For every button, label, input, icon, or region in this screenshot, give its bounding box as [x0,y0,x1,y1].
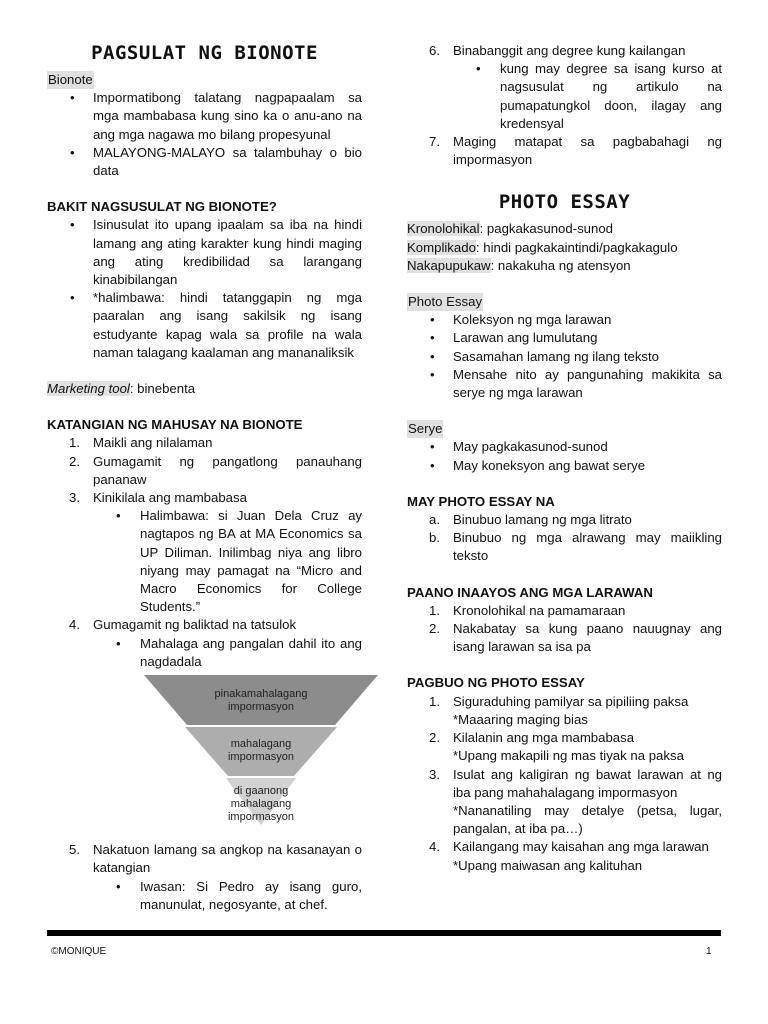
number-marker: 2. [69,453,80,469]
list-item: 2. Gumagamit ng pangatlong panauhang pananaw [69,453,362,487]
sub-list-item: • Iwasan: Si Pedro ay isang guro, manunulat, negosyante, at chef. [116,878,362,912]
bullet-marker: • [116,635,121,651]
number-marker: 4. [429,839,440,855]
list-item: 4. Kailangang may kaisahan ang mga larawan *Upang maiwasan ang kalituhan [429,839,709,873]
bionote-title: PAGSULAT NG BIONOTE [91,42,318,64]
number-marker: 1. [429,602,440,618]
list-item: • Koleksyon ng mga larawan [407,311,722,329]
bullet-marker: • [430,457,435,473]
definition-term: Kronolohikal [407,221,480,237]
bullet-marker: • [116,508,121,524]
item-note: *Maaaring maging bias [453,711,588,727]
list-item: • May pagkakasunod-sunod [407,438,722,456]
list-item: 1. Siguraduhing pamilyar sa pipiliing paksa *Maaaring maging bias [429,693,689,727]
list-item: 4. Gumagamit ng baliktad na tatsulok [47,616,362,634]
list-item: 3. Kinikilala ang mambabasa [47,489,362,507]
number-marker: 3. [429,766,440,782]
bullet-marker: • [430,348,435,364]
bullet-marker: • [70,217,75,233]
serye-label: Serye [407,420,443,438]
bullet-marker: • [70,290,75,306]
definition-line: Komplikado: hindi pagkakaintindi/pagkakagulo [407,239,678,255]
list-item: • MALAYONG-MALAYO sa talambuhay o bio data [70,144,362,179]
marketing-line [47,380,362,398]
list-item: 7. Maging matapat sa pagbabahagi ng impormasyon [429,134,722,168]
number-marker: 6. [429,43,440,58]
item-note: *Upang maiwasan ang kalituhan [453,857,643,873]
list-item: • Larawan ang lumulutang [407,329,722,347]
list-item: a. Binubuo lamang ng mga litrato [407,511,722,529]
photo-essay-title: PHOTO ESSAY [498,191,631,214]
bullet-marker: • [70,144,75,160]
definition-line: Nakapupukaw: nakakuha ng atensyon [407,257,631,273]
definition-line: Kronolohikal: pagkakasunod-sunod [407,221,614,237]
item-note: *Upang makapili ng mas tiyak na paksa [453,748,684,764]
bullet-marker: • [116,878,121,894]
list-item: • Sasamahan lamang ng ilang teksto [407,348,722,366]
list-item: 1. Maikli ang nilalaman [47,434,362,452]
list-item: 1. Kronolohikal na pamamaraan [407,602,722,620]
letter-marker: a. [429,512,440,528]
list-item: 5. Nakatuon lamang sa angkop na kasanayan o katangian [69,842,362,876]
pyramid-bottom-label: di gaanong mahalagang impormasyon [227,785,295,824]
list-item: • *halimbawa: hindi tatanggapin ng mga paaralan ang isang sakilsik ng isang estudyante kapag wala sa profile na wala naman talagang kaalaman ang mananaliksik [70,290,362,360]
photo-essay-label: Photo Essay [407,293,483,311]
item-note: *Nananatiling may detalye (petsa, lugar, pangalan, at iba pa…) [453,802,722,837]
bullet-marker: • [70,90,75,106]
list-item: • Impormatibong talatang nagpapaalam sa mga mambabasa kung sino ka o anu-ano na ang mga nagawa mo bilang propesyunal [70,90,362,142]
list-item: • Isinusulat ito upang ipaalam sa iba na hindi lamang ang ating karakter kung hindi maging ang ating kredibilidad sa larangang kinabibilangan [70,217,362,288]
inverted-pyramid [47,675,362,827]
number-marker: 2. [429,730,440,746]
number-marker: 7. [429,134,440,150]
sub-list-item: • Halimbawa: si Juan Dela Cruz ay nagtapos ng BA at MA Economics sa UP Diliman. Inilimbag niya ang libro niyang may pamagat na “Micro and Macro Economics for College Students.” [116,508,362,615]
right-column [407,42,722,875]
bionote-label: Bionote [47,71,94,89]
sub-list-item: • Mahalaga ang pangalan dahil ito ang nagdadala [116,635,362,669]
list-item: • May koneksyon ang bawat serye [407,457,722,475]
number-marker: 1. [69,435,80,451]
bullet-marker: • [430,366,435,382]
marketing-value: : binebenta [129,381,196,397]
pyramid-middle-label: mahalagang impormasyon [227,738,295,764]
number-marker: 3. [69,490,80,506]
footer-copyright: ©MONIQUE [51,946,107,957]
pyramid-top-label: pinakamahalagang impormasyon [214,688,308,714]
katangian-heading: KATANGIAN NG MAHUSAY NA BIONOTE [47,417,303,433]
list-item: • Mensahe nito ay pangunahing makikita sa serye ng mga larawan [430,366,722,401]
page-number: 1 [706,946,712,957]
paano-heading: PAANO INAAYOS ANG MGA LARAWAN [407,584,653,600]
footer-rule [47,930,721,936]
bullet-marker: • [430,439,435,455]
definition-term: Nakapupukaw [407,257,491,273]
list-item: 2. Nakabatay sa kung paano nauugnay ang isang larawan sa isa pa [429,621,722,655]
number-marker: 1. [429,693,440,709]
marketing-label: Marketing tool [47,381,130,397]
sub-list-item: • kung may degree sa isang kurso at nagsusulat ng artikulo na pumapatungkol doon, ilagay ang kredensyal [476,61,722,131]
left-column [47,42,362,914]
number-marker: 5. [69,842,80,858]
letter-marker: b. [429,530,440,546]
pagbuo-heading: PAGBUO NG PHOTO ESSAY [407,675,585,691]
bullet-marker: • [430,312,435,328]
may-photo-essay-heading: MAY PHOTO ESSAY NA [407,493,555,509]
bullet-marker: • [476,61,481,77]
list-item: 6. Binabanggit ang degree kung kailangan [407,42,722,60]
list-item: b. Binubuo ng mga alrawang may maiikling teksto [429,530,722,564]
list-item: 2. Kilalanin ang mga mambabasa *Upang makapili ng mas tiyak na paksa [429,730,684,764]
number-marker: 2. [429,621,440,637]
list-item: 3. Isulat ang kaligiran ng bawat larawan at ng iba pang mahahalagang impormasyon *Nananatiling may detalye (petsa, lugar, pangalan, at iba pa…) [429,766,722,837]
bakit-heading: BAKIT NAGSUSULAT NG BIONOTE? [47,199,277,215]
number-marker: 4. [69,617,80,633]
definition-term: Komplikado [407,239,476,255]
bullet-marker: • [430,330,435,346]
